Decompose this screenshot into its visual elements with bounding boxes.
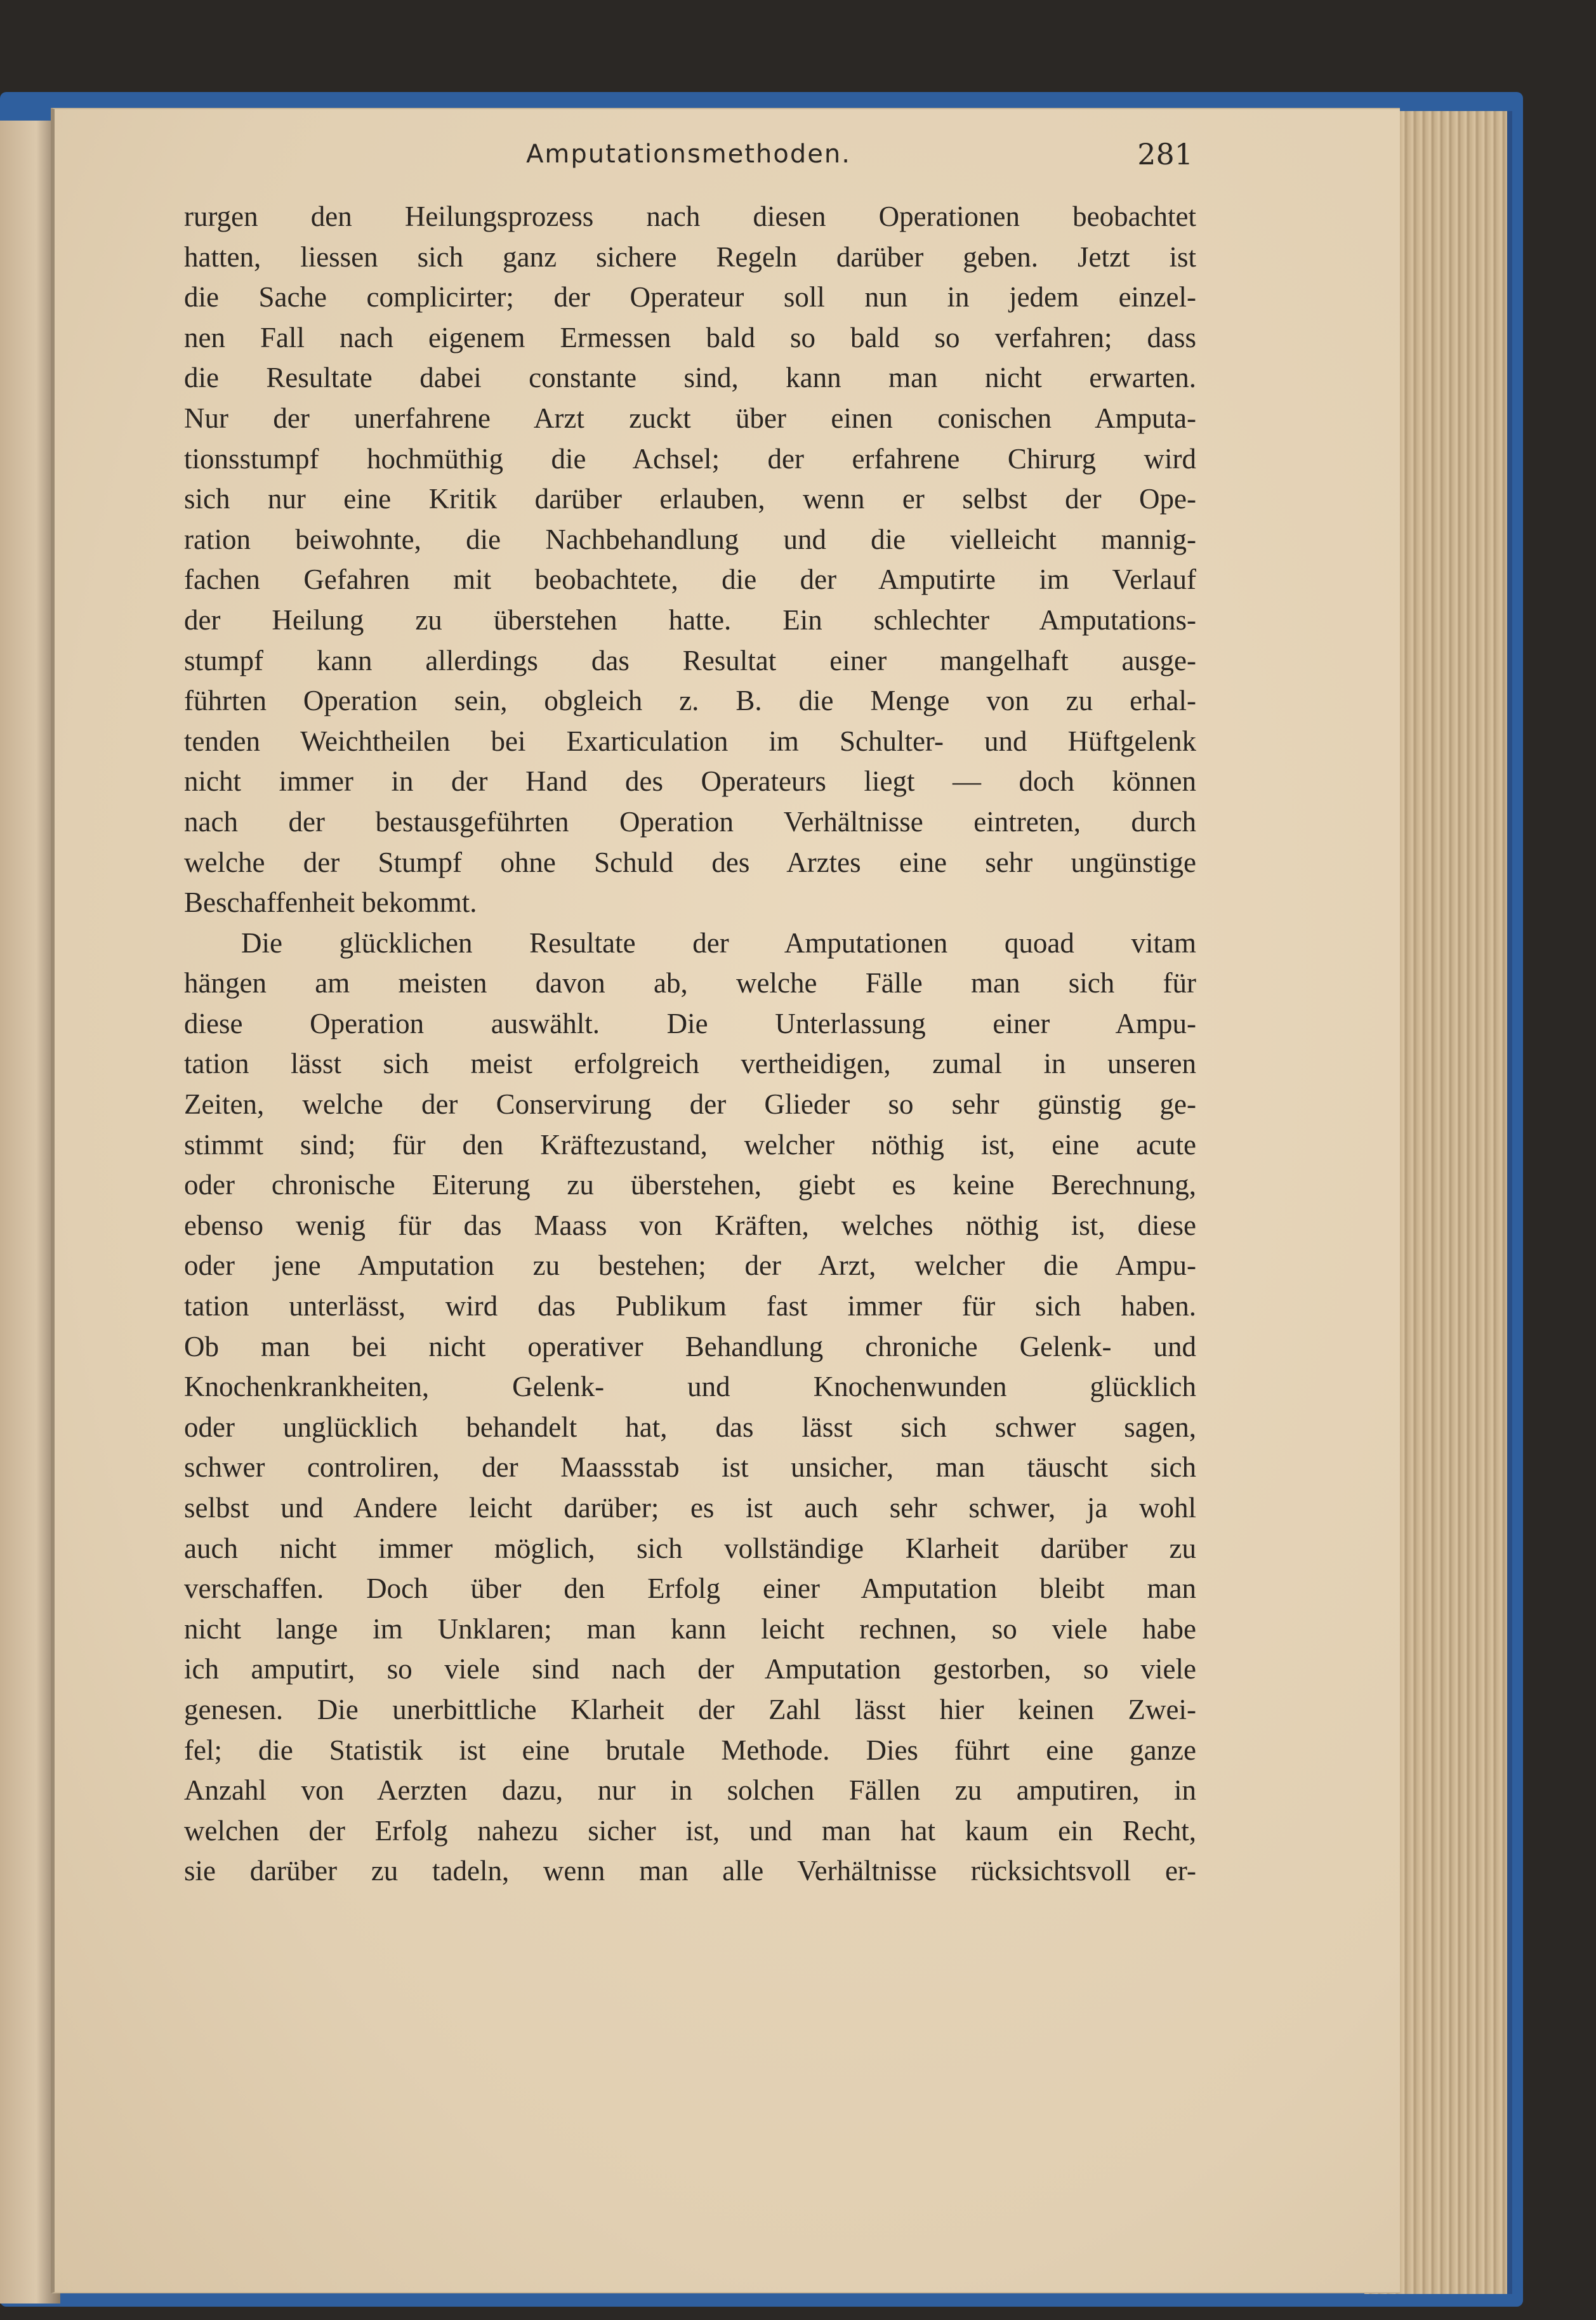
text-line: nen Fall nach eigenem Ermessen bald so bald so verfahren; dass [184, 321, 1196, 353]
text-line: welche der Stumpf ohne Schuld des Arztes eine sehr ungünstige [184, 846, 1196, 878]
text-line: ration beiwohnte, die Nachbehandlung und die vielleicht mannig- [184, 523, 1196, 555]
text-line: tation unterlässt, wird das Publikum fast immer für sich haben. [184, 1290, 1196, 1322]
text-line: Anzahl von Aerzten dazu, nur in solchen Fällen zu amputiren, in [184, 1774, 1196, 1807]
text-line: tionsstumpf hochmüthig die Achsel; der erfahrene Chirurg wird [184, 442, 1196, 475]
text-line: fel; die Statistik ist eine brutale Methode. Dies führt eine ganze [184, 1734, 1196, 1766]
text-line: verschaffen. Doch über den Erfolg einer Amputation bleibt man [184, 1572, 1196, 1605]
text-line: sie darüber zu tadeln, wenn man alle Verhältnisse rücksichtsvoll er- [184, 1855, 1196, 1887]
paragraph-start-line: Die glücklichen Resultate der Amputationen quoad vitam [241, 926, 1196, 959]
running-title: Amputationsmethoden. [526, 140, 851, 169]
text-line: nicht lange im Unklaren; man kann leicht rechnen, so viele habe [184, 1612, 1196, 1645]
page-header [184, 137, 1193, 184]
text-line: Ob man bei nicht operativer Behandlung chroniche Gelenk- und [184, 1330, 1196, 1362]
text-line: die Resultate dabei constante sind, kann man nicht erwarten. [184, 362, 1196, 394]
text-line: auch nicht immer möglich, sich vollständige Klarheit darüber zu [184, 1532, 1196, 1564]
text-line: genesen. Die unerbittliche Klarheit der Zahl lässt hier keinen Zwei- [184, 1693, 1196, 1725]
text-line: tenden Weichtheilen bei Exarticulation im Schulter- und Hüftgelenk [184, 725, 1196, 757]
text-line: diese Operation auswählt. Die Unterlassung einer Ampu- [184, 1007, 1196, 1039]
text-line: schwer controliren, der Maassstab ist unsicher, man täuscht sich [184, 1451, 1196, 1484]
text-line: selbst und Andere leicht darüber; es ist auch sehr schwer, ja wohl [184, 1492, 1196, 1524]
text-line: stumpf kann allerdings das Resultat einer mangelhaft ausge- [184, 644, 1196, 676]
text-line: nach der bestausgeführten Operation Verhältnisse eintreten, durch [184, 805, 1196, 838]
text-line: sich nur eine Kritik darüber erlauben, wenn er selbst der Ope- [184, 483, 1196, 515]
text-line: ebenso wenig für das Maass von Kräften, welches nöthig ist, diese [184, 1209, 1196, 1241]
text-line: tation lässt sich meist erfolgreich vertheidigen, zumal in unseren [184, 1048, 1196, 1080]
text-line: ich amputirt, so viele sind nach der Amputation gestorben, so viele [184, 1653, 1196, 1685]
text-line: Knochenkrankheiten, Gelenk- und Knochenwunden glücklich [184, 1371, 1196, 1403]
text-line: Zeiten, welche der Conservirung der Glieder so sehr günstig ge- [184, 1088, 1196, 1121]
text-line: hatten, liessen sich ganz sichere Regeln darüber geben. Jetzt ist [184, 241, 1196, 273]
body-text [184, 197, 1196, 1892]
text-line: fachen Gefahren mit beobachtete, die der Amputirte im Verlauf [184, 564, 1196, 596]
text-line: oder chronische Eiterung zu überstehen, giebt es keine Berechnung, [184, 1169, 1196, 1201]
text-line: rurgen den Heilungsprozess nach diesen Operationen beobachtet [184, 201, 1196, 232]
text-line: der Heilung zu überstehen hatte. Ein schlechter Amputations- [184, 603, 1196, 636]
text-line: die Sache complicirter; der Operateur soll nun in jedem einzel- [184, 281, 1196, 313]
text-line: oder jene Amputation zu bestehen; der Arzt, welcher die Ampu- [184, 1249, 1196, 1282]
text-line: nicht immer in der Hand des Operateurs liegt — doch können [184, 765, 1196, 798]
text-line: führten Operation sein, obgleich z. B. die Menge von zu erhal- [184, 685, 1196, 717]
text-line: hängen am meisten davon ab, welche Fälle man sich für [184, 967, 1196, 999]
text-line: Nur der unerfahrene Arzt zuckt über einen conischen Amputa- [184, 402, 1196, 434]
text-line: stimmt sind; für den Kräftezustand, welcher nöthig ist, eine acute [184, 1128, 1196, 1161]
page-number: 281 [1137, 137, 1193, 171]
text-line: oder unglücklich behandelt hat, das lässt sich schwer sagen, [184, 1411, 1196, 1443]
text-line: Beschaffenheit bekommt. [184, 886, 477, 919]
text-line: welchen der Erfolg nahezu sicher ist, und man hat kaum ein Recht, [184, 1814, 1196, 1847]
